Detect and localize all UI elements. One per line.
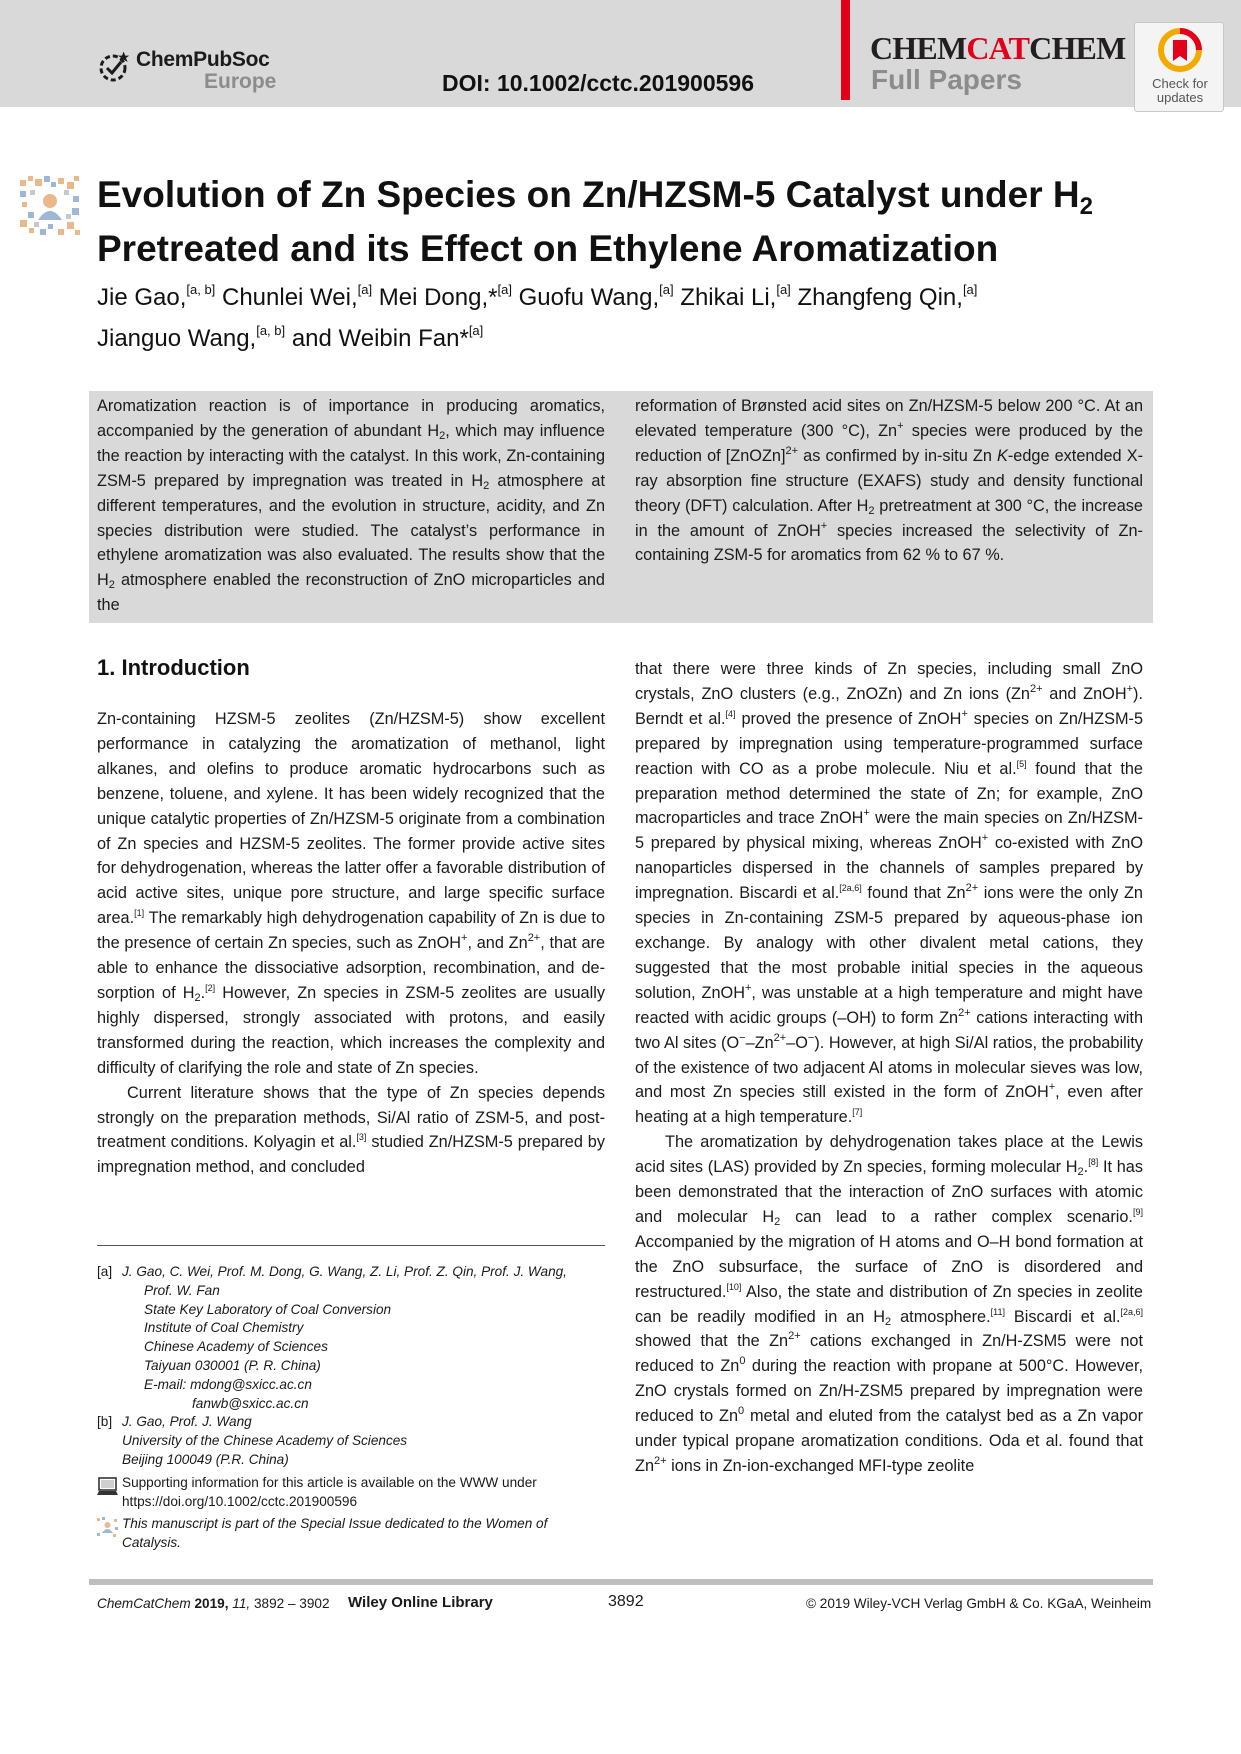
abstract-text: , which may influence the reaction by interacting with the catalyst. In this work, Zn-containing ZSM-5 prepared by impregnation was treated in H bbox=[97, 421, 605, 490]
body-text: Zn-containing HZSM-5 zeolites (Zn/HZSM-5) show excellent performance in catalyzing the aromatization of methanol, light alkanes, and olefins to produce aromatic hydrocarbons such as benzene, toluene, and xylene. It has been widely recognized that the unique catalytic properties of Zn/HZSM-5 originate from a combination of Zn species and HZSM-5 zeolites. The former provide active sites for dehydrogenation, whereas the latter offer a favorable distribution of acid active sites, unique pore structure, and large specific surface area. bbox=[97, 710, 605, 928]
body-text: were the main species on Zn/HZSM-5 prepared by physical mixing, whereas ZnOH bbox=[635, 809, 1143, 853]
subscript: 2 bbox=[1077, 1166, 1084, 1179]
journal-title[interactable] bbox=[870, 30, 1126, 67]
paragraph bbox=[635, 1130, 1143, 1479]
superscript: 2+ bbox=[527, 932, 541, 945]
subscript: 2 bbox=[774, 1215, 781, 1228]
body-text: during the reaction with propane at 500°C. However, ZnO crystals formed on Zn/H-ZSM5 prepared by impregnation were reduced to Zn bbox=[635, 1357, 1143, 1426]
reference-link[interactable]: [2] bbox=[205, 982, 216, 993]
footnote-address: University of the Chinese Academy of Sciences bbox=[122, 1433, 408, 1449]
reference-link[interactable]: [9] bbox=[1132, 1206, 1143, 1217]
publisher-logo[interactable] bbox=[98, 44, 288, 96]
subscript: 2 bbox=[483, 479, 490, 492]
journal-title-part3: CHEM bbox=[1029, 30, 1126, 66]
footnote-address: State Key Laboratory of Coal Conversion bbox=[144, 1301, 392, 1317]
footnote-names: J. Gao, Prof. J. Wang bbox=[122, 1414, 252, 1430]
page-number: 3892 bbox=[608, 1593, 644, 1610]
body-text: ions were the only Zn species in Zn-containing ZSM-5 prepared by aqueous-phase ion exchange. By analogy with other divalent metal cations, they suggested that the most probable initial species in the aqueous solution, ZnOH bbox=[635, 884, 1143, 1002]
superscript: 2+ bbox=[965, 882, 979, 895]
body-text: , and Zn bbox=[467, 934, 528, 953]
subscript: 2 bbox=[885, 1315, 892, 1328]
reference-link[interactable]: [3] bbox=[356, 1132, 367, 1143]
author-name[interactable]: Mei Dong,* bbox=[378, 284, 498, 311]
body-text: that there were three kinds of Zn species, including small ZnO crystals, ZnO clusters (e.g., ZnOZn) and Zn ions (Zn bbox=[635, 660, 1143, 703]
check-for-updates-line1: Check for bbox=[1152, 76, 1208, 91]
journal-title-part2: CAT bbox=[966, 30, 1030, 66]
paragraph bbox=[97, 707, 605, 1081]
body-text: showed that the Zn bbox=[635, 1332, 789, 1351]
body-text: , that are able to enhance the dissociative adsorption, recombination, and de-sorption of H bbox=[97, 934, 605, 1002]
check-for-updates-line2: updates bbox=[1156, 90, 1204, 105]
footnote-special-issue bbox=[97, 1515, 605, 1553]
body-text: species on Zn/HZSM-5 prepared by impregnation using temperature-programmed surface reaction with CO as a probe molecule. Niu et al. bbox=[635, 709, 1143, 778]
body-text: Biscardi et al. bbox=[1004, 1307, 1121, 1326]
body-text: , even after heating at a high temperature. bbox=[635, 1083, 1143, 1127]
superscript: + bbox=[820, 519, 828, 532]
title-line2: Pretreated and its Effect on Ethylene Aromatization bbox=[97, 228, 999, 269]
body-text: ). However, at high Si/Al ratios, the probability of the existence of two adjacent Al atoms in molecular sieves was low, and most Zn species still existed in the form of ZnOH bbox=[635, 1033, 1144, 1102]
footnote-email[interactable]: fanwb@sxicc.ac.cn bbox=[192, 1395, 309, 1411]
author-name[interactable]: Zhangfeng Qin, bbox=[797, 284, 963, 311]
superscript: + bbox=[461, 932, 468, 945]
footer-citation bbox=[97, 1596, 330, 1611]
chempubsoc-logo-icon bbox=[98, 46, 130, 88]
superscript: 0 bbox=[739, 1355, 746, 1368]
body-text: Current literature shows that the type of Zn species depends strongly on the preparation methods, Si/Al ratio of ZSM-5, and post-treatment conditions. Kolyagin et al. bbox=[97, 1083, 605, 1152]
abstract-text: atmosphere enabled the reconstruction of ZnO microparticles and the bbox=[97, 571, 605, 615]
reference-link[interactable]: [5] bbox=[1016, 758, 1027, 769]
footnote-divider bbox=[97, 1245, 605, 1246]
body-text: can lead to a rather complex scenario. bbox=[780, 1207, 1133, 1226]
abstract-left-column bbox=[97, 394, 605, 618]
author-affiliation: [a] bbox=[497, 282, 512, 297]
superscript: 2+ bbox=[1030, 682, 1043, 695]
reference-link[interactable]: [2a,6] bbox=[1120, 1306, 1143, 1317]
special-issue-text: Catalysis. bbox=[122, 1535, 181, 1551]
body-text: metal and eluted from the catalyst bed as a Zn vapor under typical propane aromatization conditions. Oda et al. found that Zn bbox=[635, 1407, 1143, 1475]
footnote-address: Chinese Academy of Sciences bbox=[144, 1339, 328, 1355]
footnote-email[interactable]: E-mail: mdong@sxicc.ac.cn bbox=[144, 1376, 312, 1392]
footer-wiley-online-library[interactable]: Wiley Online Library bbox=[348, 1594, 493, 1611]
title-line1: Evolution of Zn Species on Zn/HZSM-5 Catalyst under H bbox=[97, 174, 1080, 215]
body-text: The aromatization by dehydrogenation takes place at the Lewis acid sites (LAS) provided by Zn species, forming molecular H bbox=[635, 1133, 1143, 1177]
author-name[interactable]: Jianguo Wang, bbox=[97, 325, 257, 352]
abstract-text: Aromatization reaction is of importance in producing aromatics, accompanied by the generation of abundant H bbox=[97, 397, 605, 440]
body-text: studied Zn/HZSM-5 prepared by impregnation method, and concluded bbox=[97, 1133, 606, 1177]
footnotes bbox=[97, 1263, 605, 1553]
footer-journal: ChemCatChem bbox=[97, 1596, 191, 1611]
author-affiliation: [a] bbox=[962, 282, 978, 297]
body-text: Also, the state and distribution of Zn species in zeolite can be readily modified in an H bbox=[635, 1282, 1143, 1326]
footnote-address: Institute of Coal Chemistry bbox=[144, 1320, 304, 1336]
abstract-text: atmosphere at different temperatures, and the evolution in structure, acidity, and Zn species distribution were studied. The catalyst’s performance in ethylene aromatization was also evaluated. The results show that the H bbox=[97, 471, 605, 590]
body-text: and ZnOH bbox=[1042, 684, 1127, 703]
footnote-names: J. Gao, C. Wei, Prof. M. Dong, G. Wang, Z. Li, Prof. Z. Qin, Prof. J. Wang, bbox=[122, 1264, 567, 1279]
publisher-name: ChemPubSoc bbox=[136, 48, 270, 71]
superscript: + bbox=[863, 807, 870, 820]
body-text: The remarkably high dehydrogenation capability of Zn is due to the presence of certain Zn species, such as ZnOH bbox=[97, 909, 605, 953]
body-text: –Zn bbox=[745, 1033, 774, 1052]
journal-title-part1: CHEM bbox=[870, 30, 967, 66]
doi[interactable]: DOI: 10.1002/cctc.201900596 bbox=[442, 70, 755, 96]
body-text: co-existed with ZnO nanoparticles dispersed in the channels of samples prepared by impregnation. Biscardi et al. bbox=[635, 834, 1143, 903]
special-issue-icon bbox=[97, 1517, 118, 1538]
footnote-address: Taiyuan 030001 (P. R. China) bbox=[144, 1357, 321, 1373]
footnote-address: Beijing 100049 (P.R. China) bbox=[122, 1451, 289, 1467]
special-issue-text: This manuscript is part of the Special Issue dedicated to the Women of bbox=[122, 1516, 548, 1532]
footer-divider bbox=[89, 1579, 1153, 1585]
article-title bbox=[97, 174, 1117, 270]
footnote-affiliation-a bbox=[97, 1263, 605, 1413]
publisher-region: Europe bbox=[204, 70, 277, 93]
footnote-affiliation-b bbox=[97, 1413, 605, 1469]
body-text: . bbox=[1083, 1158, 1089, 1177]
body-text: Accompanied by the migration of H atoms and O–H bond formation at the ZnO subsurface, the surface of ZnO is disordered and restructured. bbox=[635, 1232, 1143, 1301]
author-affiliation: [a, b] bbox=[186, 282, 216, 297]
abstract-text: species increased the selectivity of Zn-containing ZSM-5 for aromatics from 62 % to 67 %. bbox=[635, 521, 1143, 565]
reference-link[interactable]: [1] bbox=[134, 908, 145, 919]
author-name[interactable]: Jie Gao, bbox=[97, 284, 187, 311]
superscript: 0 bbox=[738, 1405, 745, 1418]
superscript: + bbox=[961, 707, 968, 720]
computer-icon bbox=[97, 1476, 118, 1497]
body-text: It has been demonstrated that the interaction of ZnO surfaces with atomic and molecular H bbox=[635, 1158, 1143, 1226]
footer-volume: 11, bbox=[232, 1596, 251, 1611]
body-text: cations exchanged in Zn/H-ZSM5 were not reduced to Zn bbox=[635, 1332, 1143, 1376]
author-affiliation: [a] bbox=[468, 323, 484, 338]
body-text: atmosphere. bbox=[891, 1307, 991, 1326]
paragraph bbox=[635, 657, 1143, 1130]
superscript: + bbox=[981, 832, 989, 845]
subscript: 2 bbox=[868, 504, 875, 517]
author-name[interactable]: Chunlei Wei, bbox=[221, 284, 358, 311]
subscript: 2 bbox=[439, 429, 446, 442]
supporting-info-link[interactable]: https://doi.org/10.1002/cctc.201900596 bbox=[122, 1493, 358, 1509]
superscript: + bbox=[897, 419, 904, 432]
author-affiliation: [a, b] bbox=[256, 323, 286, 338]
abstract-right-column bbox=[635, 394, 1143, 568]
check-for-updates-icon bbox=[1157, 27, 1203, 73]
footer-year: 2019, bbox=[194, 1596, 229, 1611]
footnote-tag: [a] bbox=[97, 1264, 113, 1279]
italic-text: K bbox=[996, 446, 1008, 465]
subscript: 2 bbox=[108, 579, 115, 592]
journal-accent-bar bbox=[841, 0, 850, 100]
special-issue-icon bbox=[20, 176, 80, 236]
reference-link[interactable]: [10] bbox=[726, 1281, 742, 1292]
footer-copyright: © 2019 Wiley-VCH Verlag GmbH & Co. KGaA, Weinheim bbox=[806, 1596, 1152, 1611]
body-text: , was unstable at a high temperature and might have reacted with acidic groups (–OH) to form Zn bbox=[635, 983, 1143, 1027]
supporting-info-text: Supporting information for this article is available on the WWW under bbox=[122, 1474, 537, 1490]
reference-link[interactable]: [11] bbox=[990, 1306, 1005, 1317]
abstract-text: pretreatment at 300 °C, the increase in the amount of ZnOH bbox=[635, 496, 1143, 540]
body-right-column bbox=[635, 657, 1143, 1479]
abstract-text: reformation of Brønsted acid sites on Zn/HZSM-5 below 200 °C. At an elevated temperature (300 °C), Zn bbox=[635, 397, 1143, 440]
abstract-text: -edge extended X-ray absorption fine structure (EXAFS) study and density functional theory (DFT) calculation. After H bbox=[635, 446, 1143, 515]
body-text: However, Zn species in ZSM-5 zeolites are usually highly dispersed, strongly associated with protons, and easily transformed during the reaction, which increases the complexity and difficulty of clarifying the role and state of Zn species. bbox=[97, 983, 605, 1077]
reference-link[interactable]: [7] bbox=[852, 1107, 863, 1118]
reference-link[interactable]: [2a,6] bbox=[839, 883, 862, 894]
body-left-column bbox=[97, 707, 605, 1180]
body-text: –O bbox=[786, 1033, 808, 1052]
check-for-updates-text bbox=[1135, 77, 1225, 105]
paragraph bbox=[97, 1081, 605, 1181]
superscript: + bbox=[1126, 682, 1134, 695]
body-text: proved the presence of ZnOH bbox=[735, 709, 962, 728]
superscript: + bbox=[744, 981, 752, 994]
body-text: . bbox=[200, 983, 206, 1002]
abstract-text: species were produced by the reduction of [ZnOZn] bbox=[635, 421, 1143, 465]
footer-pages: 3892 – 3902 bbox=[253, 1596, 330, 1611]
abstract-text: as confirmed by in-situ Zn bbox=[798, 446, 997, 465]
footnote-names: Prof. W. Fan bbox=[144, 1282, 220, 1298]
superscript: 2+ bbox=[958, 1006, 971, 1019]
superscript: 2+ bbox=[785, 444, 799, 457]
superscript: − bbox=[807, 1031, 815, 1044]
body-text: ). Berndt et al. bbox=[635, 684, 1143, 728]
body-text: found that the preparation method determined the state of Zn; for example, ZnO macroparticles and trace ZnOH bbox=[635, 759, 1143, 828]
footnote-supporting-information bbox=[97, 1474, 605, 1512]
article-section: Full Papers bbox=[871, 64, 1022, 95]
superscript: 2+ bbox=[654, 1455, 667, 1467]
reference-link[interactable]: [8] bbox=[1088, 1157, 1099, 1168]
superscript: − bbox=[739, 1031, 746, 1044]
author-name[interactable]: Guofu Wang, bbox=[518, 284, 660, 311]
author-affiliation: [a] bbox=[776, 282, 791, 297]
author-name[interactable]: Zhikai Li, bbox=[680, 284, 777, 311]
body-text: cations interacting with two Al sites (O bbox=[635, 1008, 1143, 1052]
title-subscript: 2 bbox=[1079, 193, 1093, 220]
author-name[interactable]: and Weibin Fan* bbox=[291, 325, 469, 352]
superscript: 2+ bbox=[773, 1031, 787, 1044]
author-affiliation: [a] bbox=[357, 282, 373, 297]
author-affiliation: [a] bbox=[659, 282, 674, 297]
check-for-updates-badge[interactable] bbox=[1134, 22, 1224, 112]
superscript: + bbox=[1048, 1081, 1056, 1094]
author-list bbox=[97, 273, 1097, 355]
footnote-tag: [b] bbox=[97, 1414, 113, 1430]
body-text: found that Zn bbox=[861, 884, 966, 903]
reference-link[interactable]: [4] bbox=[725, 708, 736, 719]
superscript: 2+ bbox=[788, 1330, 801, 1343]
subscript: 2 bbox=[194, 991, 201, 1004]
section-heading-introduction: 1. Introduction bbox=[97, 655, 250, 680]
body-text: ions in Zn-ion-exchanged MFI-type zeolite bbox=[666, 1457, 975, 1475]
